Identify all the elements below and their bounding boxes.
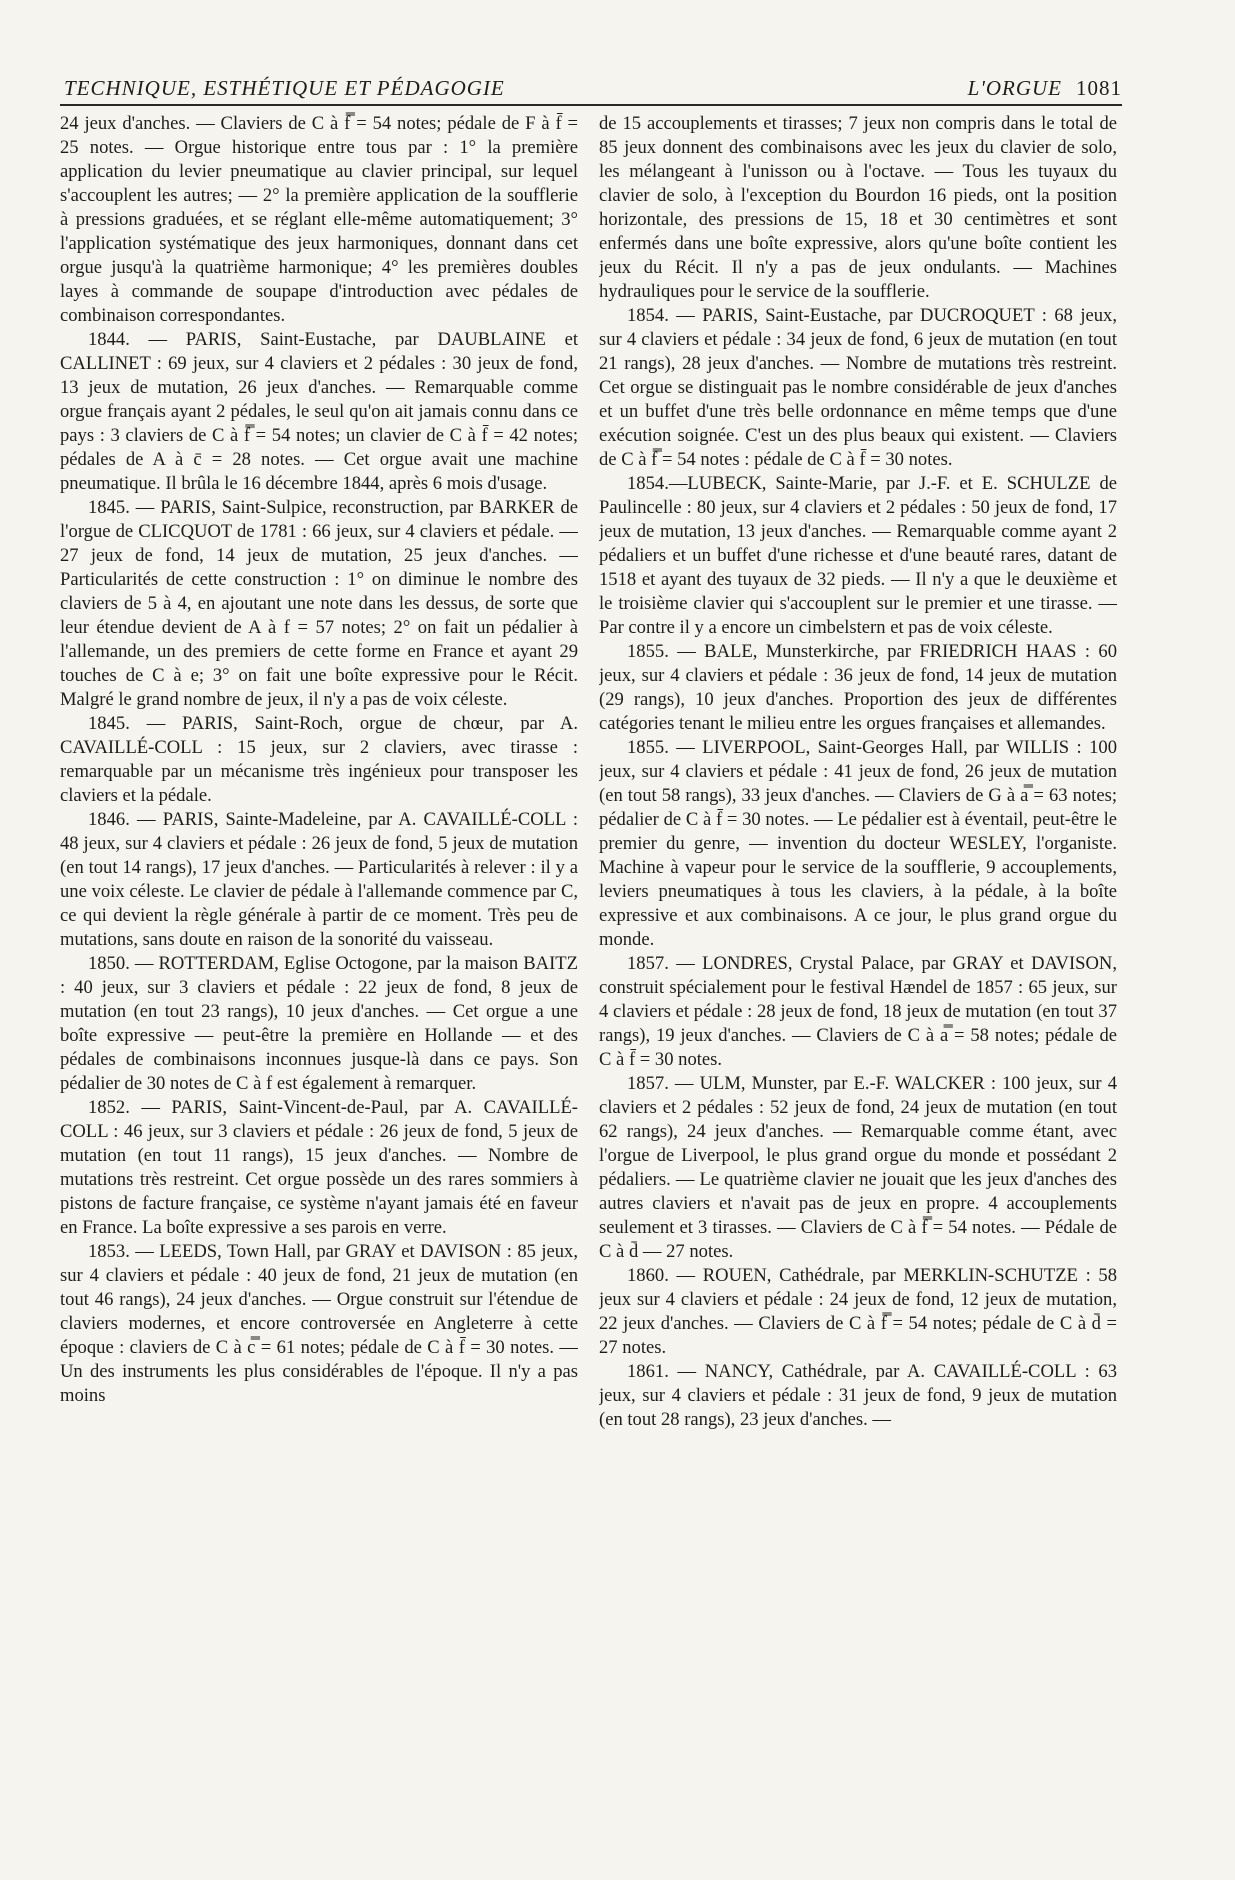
running-title-right: [968, 76, 1122, 101]
paragraph: 1855. — BALE, Munsterkirche, par FRIEDRICH HAAS : 60 jeux, sur 4 claviers et pédale : 36 jeux de fond, 14 jeux de mutation (29 rangs), 10 jeux d'anches. Proportion des jeux de différentes catégories tenant le milieu entre les orgues françaises et allemandes.: [599, 641, 1117, 734]
paragraph: 1860. — ROUEN, Cathédrale, par MERKLIN-SCHUTZE : 58 jeux sur 4 claviers et pédale : 24 jeux de fond, 12 jeux de mutation, 22 jeux d'anches. — Claviers de C à f̿ = 54 notes; pédale de C à d̄ = 27 notes.: [599, 1265, 1117, 1358]
paragraph: 1857. — ULM, Munster, par E.-F. WALCKER : 100 jeux, sur 4 claviers et 2 pédales : 52 jeux de fond, 24 jeux de mutation (en tout 62 rangs), 24 jeux d'anches. — Remarquable comme étant, avec l'orgue de Liverpool, le plus grand orgue du monde et possédant 2 pédaliers. — Le quatrième clavier ne jouait que les jeux d'anches des autres claviers et n'avait pas de jeux en propre. 4 accouplements seulement et 3 tirasses. — Claviers de C à f̿ = 54 notes. — Pédale de C à d̄ — 27 notes.: [599, 1073, 1117, 1262]
paragraph: 1861. — NANCY, Cathédrale, par A. CAVAILLÉ-COLL : 63 jeux, sur 4 claviers et pédale : 31 jeux de fond, 9 jeux de mutation (en tout 28 rangs), 23 jeux d'anches. —: [599, 1361, 1117, 1430]
paragraph: 1844. — PARIS, Saint-Eustache, par DAUBLAINE et CALLINET : 69 jeux, sur 4 claviers et 2 pédales : 30 jeux de fond, 13 jeux de mutation, 26 jeux d'anches. — Remarquable comme orgue français ayant 2 pédales, le seul qu'on ait jamais connu dans ce pays : 3 claviers de C à f̿ = 54 notes; un clavier de C à f̄ = 42 notes; pédales de A à c̄ = 28 notes. — Cet orgue avait une machine pneumatique. Il brûla le 16 décembre 1844, après 6 mois d'usage.: [60, 329, 578, 494]
paragraph: 1855. — LIVERPOOL, Saint-Georges Hall, par WILLIS : 100 jeux, sur 4 claviers et pédale : 41 jeux de fond, 26 jeux de mutation (en tout 58 rangs), 33 jeux d'anches. — Claviers de G à a̿ = 63 notes; pédalier de C à f̄ = 30 notes. — Le pédalier est à éventail, peut-être le premier du genre, — invention du docteur WESLEY, l'organiste. Machine à vapeur pour le service de la soufflerie, 9 accouplements, leviers pneumatiques à tous les claviers, à la pédale, à la boîte expressive et aux combinaisons. A ce jour, le plus grand orgue du monde.: [599, 737, 1117, 950]
right-column: [599, 112, 1117, 1867]
section-title: L'ORGUE: [967, 76, 1062, 100]
paragraph: de 15 accouplements et tirasses; 7 jeux non compris dans le total de 85 jeux donnent des combinaisons avec les jeux du clavier de solo, les mélangeant à l'unisson ou à l'octave. — Tous les tuyaux du clavier de solo, à l'exception du Bourdon 16 pieds, ont la position horizontale, des pressions de 15, 18 et 30 centimètres et sont enfermés dans une boîte expressive, alors qu'une boîte contient les jeux du Récit. Il n'y a pas de jeux ondulants. — Machines hydrauliques pour le service de la soufflerie.: [599, 113, 1117, 302]
paragraph: 1854. — PARIS, Saint-Eustache, par DUCROQUET : 68 jeux, sur 4 claviers et pédale : 34 jeux de fond, 6 jeux de mutation (en tout 21 rangs), 28 jeux d'anches. — Nombre de mutations très restreint. Cet orgue se distinguait pas le nombre considérable de jeux d'anches et un buffet d'une très belle ordonnance en même temps que d'une exécution soignée. C'est un des plus beaux qui existent. — Claviers de C à f̿ = 54 notes : pédale de C à f̄ = 30 notes.: [599, 305, 1117, 470]
paragraph: 1854.—LUBECK, Sainte-Marie, par J.-F. et E. SCHULZE de Paulincelle : 80 jeux, sur 4 claviers et 2 pédales : 50 jeux de fond, 17 jeux de mutation, 13 jeux d'anches. — Remarquable comme ayant 2 pédaliers et un buffet d'une richesse et d'une beauté rares, datant de 1518 et ayant des tuyaux de 32 pieds. — Il n'y a que le deuxième et le troisième clavier qui s'accouplent sur le premier et une tirasse. — Par contre il y a encore un cimbelstern et pas de voix céleste.: [599, 473, 1117, 638]
paragraph: 1845. — PARIS, Saint-Roch, orgue de chœur, par A. CAVAILLÉ-COLL : 15 jeux, sur 2 claviers, avec tirasse : remarquable par un mécanisme très ingénieux pour transposer les claviers et la pédale.: [60, 713, 578, 806]
paragraph: 1846. — PARIS, Sainte-Madeleine, par A. CAVAILLÉ-COLL : 48 jeux, sur 4 claviers et pédale : 26 jeux de fond, 5 jeux de mutation (en tout 14 rangs), 17 jeux d'anches. — Particularités à relever : il y a une voix céleste. Le clavier de pédale à l'allemande commence par C, ce qui devient la règle générale à partir de ce moment. Très peu de mutations, sans doute en raison de la sonorité du vaisseau.: [60, 809, 578, 950]
paragraph: 1857. — LONDRES, Crystal Palace, par GRAY et DAVISON, construit spécialement pour le festival Hændel de 1857 : 65 jeux, sur 4 claviers et pédale : 28 jeux de fond, 18 jeux de mutation (en tout 37 rangs), 19 jeux d'anches. — Claviers de C à a̿ = 58 notes; pédale de C à f̄ = 30 notes.: [599, 953, 1117, 1070]
running-title: TECHNIQUE, ESTHÉTIQUE ET PÉDAGOGIE: [64, 76, 505, 100]
paragraph: 24 jeux d'anches. — Claviers de C à f̿ = 54 notes; pédale de F à f̄ = 25 notes. — Orgue historique entre tous par : 1° la première application du levier pneumatique au clavier principal, sur lequel s'accouplent les autres; — 2° la première application de la soufflerie à pressions graduées, et se réglant elle-même automatiquement; 3° l'application systématique des jeux harmoniques, donnant dans cet orgue jusqu'à la quatrième harmonique; 4° les premières doubles layes à commande de soupape d'introduction avec pédales de combinaison correspondantes.: [60, 113, 578, 326]
page-number: 1081: [1076, 76, 1122, 100]
paragraph: 1850. — ROTTERDAM, Eglise Octogone, par la maison BAITZ : 40 jeux, sur 3 claviers et pédale : 22 jeux de fond, 8 jeux de mutation (en tout 23 rangs), 10 jeux d'anches. — Cet orgue a une boîte expressive — peut-être la première en Hollande — et des pédales de combinaisons inconnues jusque-là dans ce pays. Son pédalier de 30 notes de C à f est également à remarquer.: [60, 953, 578, 1094]
left-column: [60, 112, 578, 1867]
paragraph: 1853. — LEEDS, Town Hall, par GRAY et DAVISON : 85 jeux, sur 4 claviers et pédale : 40 jeux de fond, 21 jeux de mutation (en tout 46 rangs), 24 jeux d'anches. — Orgue construit sur l'étendue de claviers modernes, et encore controversée en Angleterre à cette époque : claviers de C à c̿ = 61 notes; pédale de C à f̄ = 30 notes. — Un des instruments les plus considérables de l'époque. Il n'y a pas moins: [60, 1241, 578, 1406]
paragraph: 1845. — PARIS, Saint-Sulpice, reconstruction, par BARKER de l'orgue de CLICQUOT de 1781 : 66 jeux, sur 4 claviers et pédale. — 27 jeux de fond, 14 jeux de mutation, 25 jeux d'anches. — Particularités de cette construction : 1° on diminue le nombre des claviers de 5 à 4, en ajoutant une note dans les dessus, de sorte que leur étendue devient de A à f = 57 notes; 2° on fait un pédalier à l'allemande, un des premiers de cette forme en France et ayant 29 touches de C à e; 3° on fait une boîte expressive pour le Récit. Malgré le grand nombre de jeux, il n'y a pas de voix céleste.: [60, 497, 578, 710]
page-header: [60, 72, 1122, 106]
paragraph: 1852. — PARIS, Saint-Vincent-de-Paul, par A. CAVAILLÉ-COLL : 46 jeux, sur 3 claviers et pédale : 26 jeux de fond, 5 jeux de mutation (en tout 11 rangs), 15 jeux d'anches. — Nombre de mutations très restreint. Cet orgue possède un des rares sommiers à pistons de facture française, ce système n'ayant jamais été en faveur en France. La boîte expressive a ses parois en verre.: [60, 1097, 578, 1238]
